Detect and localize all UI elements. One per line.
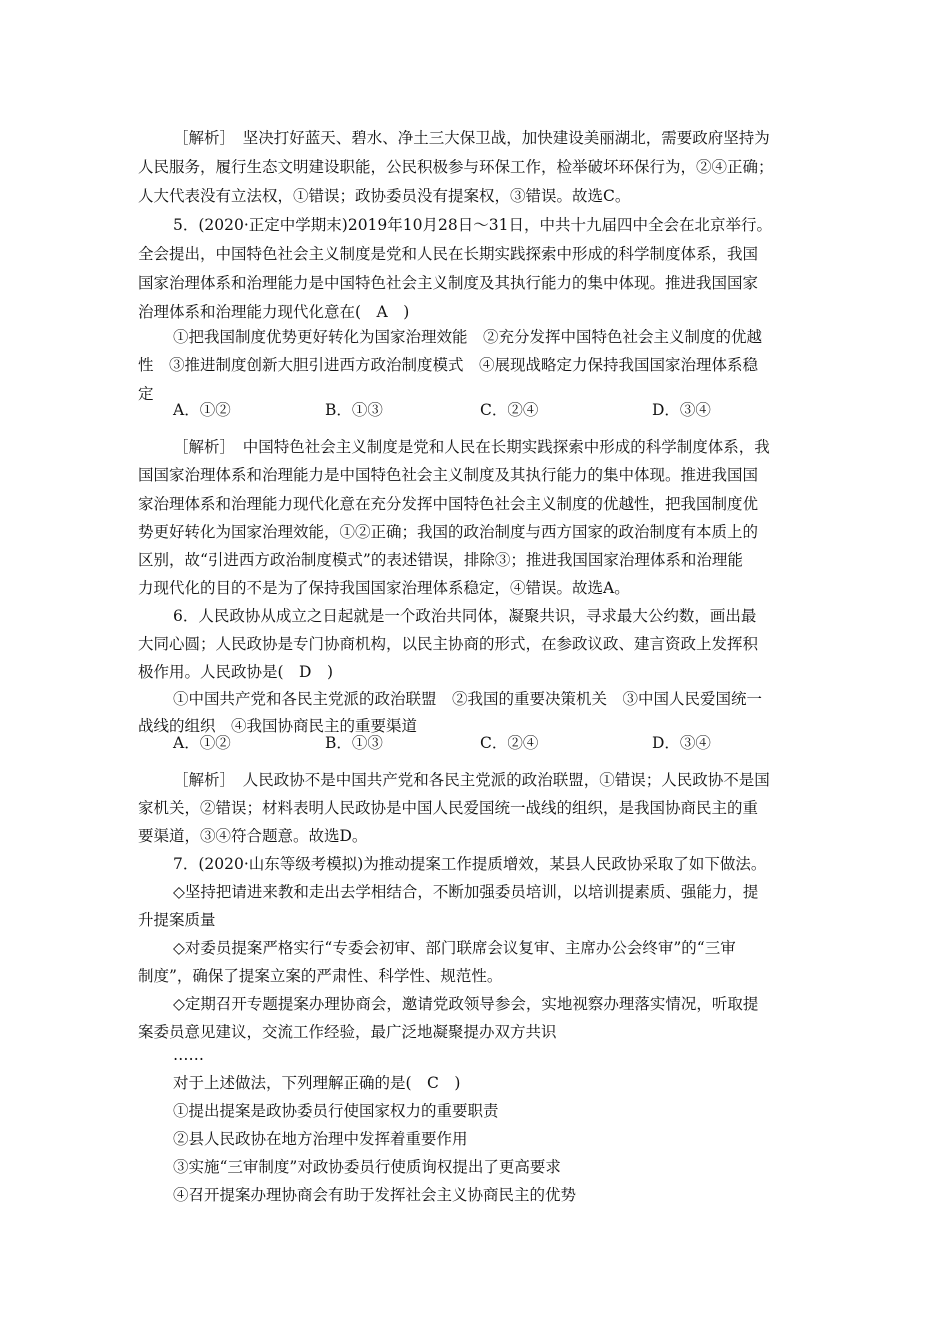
- text-line: 案委员意见建议，交流工作经验，最广泛地凝聚提办双方共识: [138, 1023, 557, 1041]
- text-line: 极作用。人民政协是( D ): [138, 663, 334, 681]
- text-line: 家治理体系和治理能力现代化意在充分发挥中国特色社会主义制度的优越性，把我国制度优: [138, 495, 759, 513]
- text-line: 家机关，②错误；材料表明人民政协是中国人民爱国统一战线的组织，是我国协商民主的重: [138, 799, 759, 817]
- text-line: ◇坚持把请进来教和走出去学相结合，不断加强委员培训，以培训提素质、强能力，提: [173, 883, 759, 901]
- text-line: 性 ③推进制度创新大胆引进西方政治制度模式 ④展现战略定力保持我国国家治理体系稳: [138, 356, 759, 374]
- text-line: 战线的组织 ④我国协商民主的重要渠道: [138, 717, 418, 735]
- option-c: C．②④: [480, 734, 539, 752]
- text-line: 要渠道，③④符合题意。故选D。: [138, 827, 368, 845]
- text-line: ◇定期召开专题提案办理协商会，邀请党政领导参会，实地视察办理落实情况，听取提: [173, 995, 759, 1013]
- option-b: B．①③: [325, 734, 383, 752]
- text-line: 大同心圆；人民政协是专门协商机构，以民主协商的形式，在参政议政、建言资政上发挥积: [138, 635, 759, 653]
- option-d: D．③④: [652, 401, 711, 419]
- text-line: 全会提出，中国特色社会主义制度是党和人民在长期实践探索中形成的科学制度体系，我国: [138, 245, 759, 263]
- text-line: 人大代表没有立法权，①错误；政协委员没有提案权，③错误。故选C。: [138, 187, 631, 205]
- option-a: A．①②: [173, 401, 231, 419]
- text-line: 对于上述做法，下列理解正确的是( C ): [173, 1074, 461, 1092]
- text-line: ◇对委员提案严格实行“专委会初审、部门联席会议复审、主席办公会终审”的“三审: [173, 939, 736, 957]
- text-line: ③实施“三审制度”对政协委员行使质询权提出了更高要求: [173, 1158, 561, 1176]
- text-line: ［解析］ 坚决打好蓝天、碧水、净土三大保卫战，加快建设美丽湖北，需要政府坚持为: [173, 129, 770, 147]
- text-line: 治理体系和治理能力现代化意在( A ): [138, 303, 410, 321]
- text-line: 5．(2020·正定中学期末)2019年10月28日～31日，中共十九届四中全会在北京举行。: [173, 216, 772, 234]
- text-line: 定: [138, 385, 154, 403]
- option-b: B．①③: [325, 401, 383, 419]
- text-line: ［解析］ 中国特色社会主义制度是党和人民在长期实践探索中形成的科学制度体系，我: [173, 438, 770, 456]
- text-line: 6．人民政协从成立之日起就是一个政治共同体，凝聚共识，寻求最大公约数，画出最: [173, 607, 757, 625]
- text-line: ①中国共产党和各民主党派的政治联盟 ②我国的重要决策机关 ③中国人民爱国统一: [173, 690, 763, 708]
- text-line: ①把我国制度优势更好转化为国家治理效能 ②充分发挥中国特色社会主义制度的优越: [173, 328, 763, 346]
- text-line: ②县人民政协在地方治理中发挥着重要作用: [173, 1130, 468, 1148]
- text-line: 国国家治理体系和治理能力是中国特色社会主义制度及其执行能力的集中体现。推进我国国: [138, 466, 759, 484]
- text-line: ④召开提案办理协商会有助于发挥社会主义协商民主的优势: [173, 1186, 577, 1204]
- text-line: 人民服务，履行生态文明建设职能，公民积极参与环保工作，检举破坏环保行为，②④正确；: [138, 158, 774, 176]
- text-line: 国家治理体系和治理能力是中国特色社会主义制度及其执行能力的集中体现。推进我国国家: [138, 274, 759, 292]
- text-line: 力现代化的目的不是为了保持我国国家治理体系稳定，④错误。故选A。: [138, 579, 630, 597]
- text-line: ①提出提案是政协委员行使国家权力的重要职责: [173, 1102, 499, 1120]
- option-d: D．③④: [652, 734, 711, 752]
- text-line: 升提案质量: [138, 911, 216, 929]
- option-c: C．②④: [480, 401, 539, 419]
- text-line: 区别，故“引进西方政治制度模式”的表述错误，排除③；推进我国国家治理体系和治理能: [138, 551, 743, 569]
- text-line: ……: [173, 1046, 204, 1064]
- option-a: A．①②: [173, 734, 231, 752]
- text-line: 7．(2020·山东等级考模拟)为推动提案工作提质增效，某县人民政协采取了如下做法。: [173, 855, 767, 873]
- text-line: 势更好转化为国家治理效能，①②正确；我国的政治制度与西方国家的政治制度有本质上的: [138, 523, 759, 541]
- text-line: 制度”，确保了提案立案的严肃性、科学性、规范性。: [138, 967, 503, 985]
- text-line: ［解析］ 人民政协不是中国共产党和各民主党派的政治联盟，①错误；人民政协不是国: [173, 771, 770, 789]
